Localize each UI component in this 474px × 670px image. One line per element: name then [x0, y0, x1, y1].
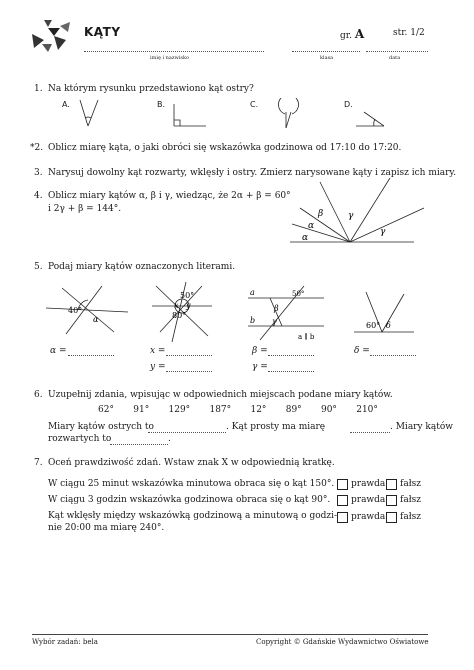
q6-obtuse-field[interactable]: [110, 443, 168, 445]
q6-value: 89°: [285, 405, 302, 415]
q1-text: Na którym rysunku przedstawiono kąt ostry?: [48, 84, 254, 94]
q5-answer-beta-label: β =: [252, 346, 268, 356]
q1-angle-figures: [60, 98, 400, 132]
q7-true-label: prawda: [351, 479, 386, 489]
q3-number: 3.: [34, 168, 43, 178]
q7-s3-false-checkbox[interactable]: [386, 512, 397, 523]
q5-number: 5.: [34, 262, 43, 272]
q7-statement-1: W ciągu 25 minut wskazówka minutowa obraca się o kąt 150°.: [48, 479, 335, 489]
q7-statement-2: W ciągu 3 godzin wskazówka godzinowa obraca się o kąt 90°.: [48, 495, 331, 505]
q7-false-label: fałsz: [400, 479, 421, 489]
q5-fig4-label-delta: δ: [386, 321, 391, 330]
q5-answer-y-field[interactable]: [166, 370, 212, 372]
class-caption: klasa: [320, 55, 334, 61]
q5-fig3-label-beta: β: [274, 304, 279, 313]
q7-true-label: prawda: [351, 512, 386, 522]
q7-false-label: fałsz: [400, 512, 421, 522]
q7-s2-false-checkbox[interactable]: [386, 495, 397, 506]
q7-statement-3-line1: Kąt wklęsły między wskazówką godzinową a minutową o godzi-: [48, 511, 338, 521]
q4-label-gamma-top: γ: [348, 211, 354, 221]
q6-sentence-3: . Miary kątów: [390, 422, 453, 432]
q1-option-d[interactable]: D.: [344, 100, 353, 109]
q6-value: 129°: [168, 405, 191, 415]
q3-text: Narysuj dowolny kąt rozwarty, wklęsły i ostry. Zmierz narysowane kąty i zapisz ich miary.: [48, 168, 457, 178]
q5-answer-alpha-field[interactable]: [68, 354, 114, 356]
q4-figure: [284, 174, 434, 250]
angle-b-figure: [174, 104, 206, 126]
q5-fig3-label-parallel: a ∥ b: [298, 333, 315, 341]
group-value: A: [354, 27, 365, 41]
q6-sentence-1: Miary kątów ostrych to: [48, 422, 154, 432]
q4-label-alpha-top: α: [308, 221, 315, 231]
q6-value: 90°: [320, 405, 337, 415]
q5-answer-gamma-label: γ =: [252, 362, 268, 372]
class-field[interactable]: [292, 50, 360, 52]
q6-acute-field[interactable]: [148, 431, 226, 433]
q5-answer-x-label: x =: [150, 346, 166, 356]
q1-option-c[interactable]: C.: [250, 100, 259, 109]
q6-value-list: [98, 405, 378, 415]
q5-answer-x-field[interactable]: [166, 354, 212, 356]
q7-statement-3-line2: nie 20:00 ma miarę 240°.: [48, 523, 165, 533]
name-field[interactable]: [84, 50, 264, 52]
q5-fig2-label-80: 80°: [172, 311, 187, 320]
q1-option-b[interactable]: B.: [157, 100, 166, 109]
q6-text: Uzupełnij zdania, wpisując w odpowiednich miejscach podane miary kątów.: [48, 390, 393, 400]
angle-c-figure: [279, 98, 299, 128]
q4-line2: i 2γ + β = 144°.: [48, 204, 122, 214]
q4-label-alpha-low: α: [302, 233, 309, 243]
q7-s1-true-checkbox[interactable]: [337, 479, 348, 490]
q5-fig3-label-a: a: [250, 288, 255, 297]
page-number: str. 1/2: [393, 28, 425, 38]
q1-number: 1.: [34, 84, 43, 94]
q5-fig3-label-50: 50°: [292, 290, 305, 298]
q7-s2-true-checkbox[interactable]: [337, 495, 348, 506]
footer-left: Wybór zadań: bela: [32, 638, 98, 646]
q4-label-gamma-right: γ: [380, 227, 386, 237]
q6-value: 91°: [133, 405, 150, 415]
q4-label-beta: β: [318, 209, 324, 219]
q5-fig2: [146, 280, 216, 344]
date-caption: data: [389, 55, 401, 61]
q5-fig2-label-x: x: [174, 301, 179, 310]
q7-number: 7.: [34, 458, 43, 468]
q6-right-field[interactable]: [350, 431, 390, 433]
q5-fig4-label-60: 60°: [366, 321, 381, 330]
q5-fig2-label-50: 50°: [180, 291, 195, 300]
q5-fig3: [244, 284, 326, 344]
q7-false-label: fałsz: [400, 495, 421, 505]
q2-number: *2.: [30, 143, 44, 153]
q6-sentence-2: . Kąt prosty ma miarę: [226, 422, 326, 432]
q5-fig1-label-40: 40°: [68, 306, 83, 315]
q5-fig1: [44, 282, 130, 338]
q6-sentence-4: rozwartych to: [48, 434, 112, 444]
publisher-logo: [30, 18, 74, 54]
footer-right: Copyright © Gdańskie Wydawnictwo Oświatowe: [256, 638, 429, 646]
date-field[interactable]: [366, 50, 428, 52]
footer-divider: [32, 634, 428, 635]
q5-fig3-label-b: b: [250, 316, 256, 325]
group-label-text: gr.: [340, 31, 352, 41]
q4-line1: Oblicz miary kątów α, β i γ, wiedząc, że 2α + β = 60°: [48, 191, 291, 201]
q7-text: Oceń prawdziwość zdań. Wstaw znak X w odpowiednią kratkę.: [48, 458, 335, 468]
q5-answer-beta-field[interactable]: [268, 354, 314, 356]
q5-answer-alpha-label: α =: [50, 346, 67, 356]
angle-a-figure: [80, 100, 98, 126]
q5-answer-y-label: y =: [150, 362, 166, 372]
q5-answer-delta-label: δ =: [354, 346, 370, 356]
q4-number: 4.: [34, 191, 43, 201]
q5-answer-delta-field[interactable]: [370, 354, 416, 356]
group-label: [340, 27, 364, 41]
q5-fig2-label-y: y: [186, 301, 191, 310]
q6-value: 12°: [250, 405, 267, 415]
q2-text: Oblicz miarę kąta, o jaki obróci się wskazówka godzinowa od 17:10 do 17:20.: [48, 143, 402, 153]
name-caption: imię i nazwisko: [150, 55, 189, 61]
q5-fig4: [352, 288, 416, 340]
q7-true-label: prawda: [351, 495, 386, 505]
q6-sentence-5: .: [168, 434, 171, 444]
q5-text: Podaj miary kątów oznaczonych literami.: [48, 262, 236, 272]
q1-option-a[interactable]: A.: [62, 100, 70, 109]
q5-fig1-label-alpha: α: [93, 315, 99, 324]
q6-value: 187°: [209, 405, 232, 415]
q6-value: 62°: [98, 405, 114, 415]
q7-s1-false-checkbox[interactable]: [386, 479, 397, 490]
page-title: KĄTY: [84, 25, 121, 39]
angle-d-figure: [356, 112, 384, 126]
q5-answer-gamma-field[interactable]: [268, 370, 314, 372]
q5-fig3-label-gamma: γ: [272, 317, 277, 326]
q6-number: 6.: [34, 390, 43, 400]
q6-value: 210°: [356, 405, 378, 415]
q7-s3-true-checkbox[interactable]: [337, 512, 348, 523]
